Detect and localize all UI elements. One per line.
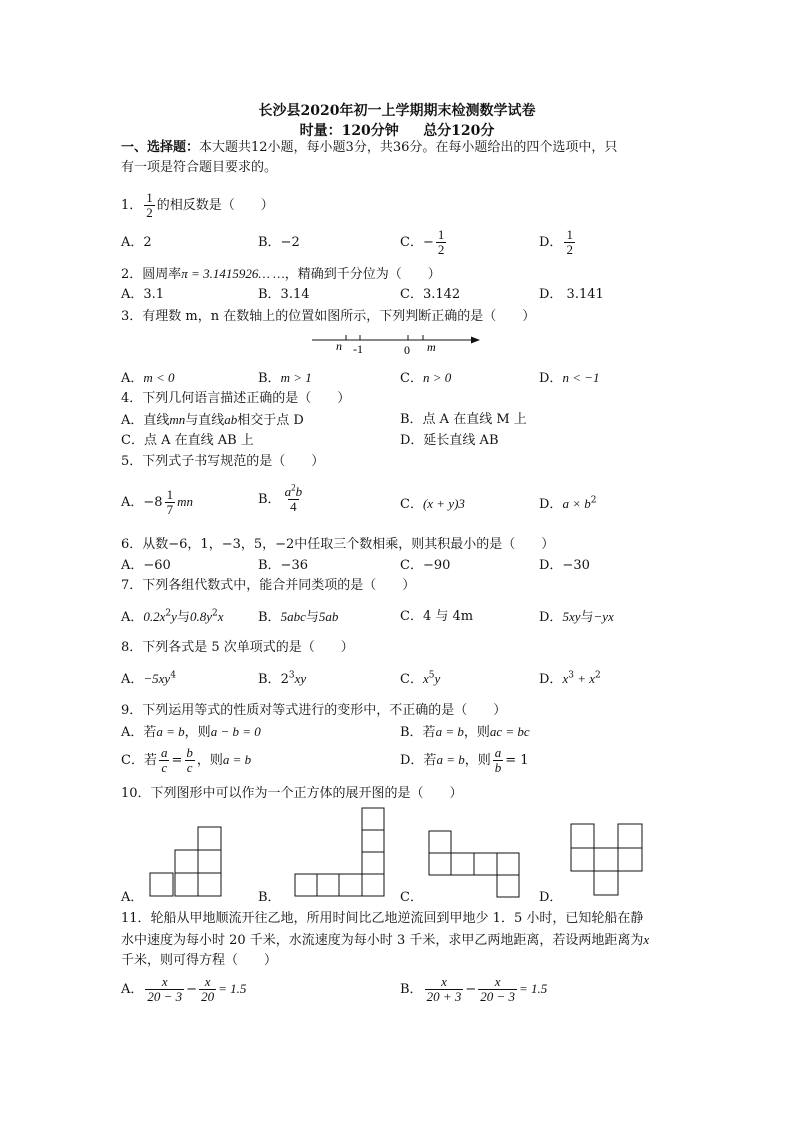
section-intro-line2: 有一项是符合题目要求的。 [121,160,278,175]
q5-option-a: A．−8 $\frac{1}{7}$ mn [121,487,193,517]
question-11-line1: 11．轮船从甲地顺流开往乙地，所用时间比乙地逆流回到甲地少 1．5 小时，已知轮船在静 [121,911,644,926]
arrowhead-icon [471,337,480,344]
q10-option-c: C． [400,890,423,905]
q2-option-c: C．3.142 [400,287,461,302]
fraction: $\frac{x}{20}$ [201,974,215,1004]
q4-option-d: D．延长直线 AB [400,433,499,448]
question-1-stem: 1． $\frac{1}{2}$ 的相反数是（ ） [121,190,274,220]
q6-option-c: C．−90 [400,558,451,573]
exam-title: 长沙县2020年初一上学期期末检测数学试卷 [258,103,536,119]
q4-option-b: B．点 A 在直线 M 上 [400,412,527,427]
q1-option-b: B．−2 [258,235,300,250]
q8-option-c: C．$x^5y$ [400,670,441,687]
fraction: $\frac{1}{2}$ [146,190,153,220]
fraction: $\frac{x}{20 - 3}$ [480,974,516,1004]
section-heading: 一、选择题： [121,140,200,155]
q6-option-a: A．−60 [121,558,171,573]
q7-option-b: B．5abc与5ab [258,609,339,625]
fraction: $\frac{1}{2}$ [437,227,445,257]
q8-option-b: B．$2^3xy$ [258,670,307,687]
q11-option-a: A． $\frac{x}{20 - 3}$ − $\frac{x}{20}$ = 1.5 [121,974,247,1004]
q4-option-c: C．点 A 在直线 AB 上 [121,433,254,448]
exam-subtitle [0,120,794,140]
time-limit: 时量：120分钟 [299,123,399,139]
label-neg1: -1 [353,342,363,356]
q3-option-a: A．m < 0 [121,370,175,386]
fraction: $\frac{1}{7}$ [166,487,174,517]
q10-option-b: B． [258,890,281,905]
q9-option-d: D．若a = b，则 $\frac{a}{b}$ = 1 [400,745,529,775]
question-8-stem: 8．下列各式是 5 次单项式的是（ ） [121,640,354,655]
q9-option-c: C．若 $\frac{a}{c}$ = $\frac{b}{c}$ ，则a = b [121,745,252,775]
cube-net-b [295,808,385,898]
q1-option-d: D． $\frac{1}{2}$ [539,227,573,257]
q3-option-c: C．n > 0 [400,370,452,386]
q4-option-a: A．直线mn与直线ab相交于点 D [121,412,304,428]
q10-option-a: A． [121,890,144,905]
q8-option-d: D．$x^3 + x^2$ [539,670,601,687]
fraction: $\frac{x}{20 + 3}$ [426,974,462,1004]
q5-option-b: B． $\frac{a^2b}{4}$ [258,482,303,514]
q1-option-a: A．2 [121,235,152,250]
q2-option-d: D． 3.141 [539,287,604,302]
fraction: $\frac{1}{2}$ [566,227,573,257]
question-9-stem: 9．下列运用等式的性质对等式进行的变形中，不正确的是（ ） [121,703,507,718]
question-5-stem: 5．下列式子书写规范的是（ ） [121,454,325,469]
q3-option-d: D．n < −1 [539,370,600,386]
cube-net-a [150,827,222,897]
fraction: $\frac{b}{c}$ [186,745,193,775]
total-score: 总分120分 [423,123,495,139]
q9-option-b: B．若a = b，则ac = bc [400,724,530,740]
question-7-stem: 7．下列各组代数式中，能合并同类项的是（ ） [121,578,416,593]
question-11-line3: 千米，则可得方程（ ） [121,953,278,968]
fraction: $\frac{a^2b}{4}$ [284,482,303,514]
question-3-stem: 3．有理数 m，n 在数轴上的位置如图所示，下列判断正确的是（ ） [121,309,536,324]
q11-option-b: B． $\frac{x}{20 + 3}$ − $\frac{x}{20 - 3}$ = 1.5 [400,974,548,1004]
label-zero: 0 [404,343,410,357]
q2-option-a: A．3.1 [121,287,165,302]
q5-option-d: D．$a \times b^2$ [539,495,597,512]
fraction: $\frac{x}{20 - 3}$ [147,974,183,1004]
fraction: $\frac{a}{c}$ [160,745,168,775]
question-4-stem: 4．下列几何语言描述正确的是（ ） [121,391,351,406]
q9-option-a: A．若a = b，则a − b = 0 [121,724,261,740]
q6-option-b: B．−36 [258,558,308,573]
section-intro-line1: 一、选择题：本大题共12小题，每小题3分，共36分。在每小题给出的四个选项中，只 [121,140,618,155]
q1-option-c: C．− $\frac{1}{2}$ [400,227,445,257]
q7-option-c: C．4 与 4m [400,609,474,624]
question-10-stem: 10．下列图形中可以作为一个正方体的展开图的是（ ） [121,786,463,801]
label-m: m [427,340,436,354]
q6-option-d: D．−30 [539,558,590,573]
label-n: n [336,339,342,353]
number-line-figure [310,330,490,360]
fraction: $\frac{a}{b}$ [494,745,502,775]
cube-net-c [429,831,521,899]
q10-option-d: D． [539,890,563,905]
cube-net-d [571,824,643,896]
q3-option-b: B．m > 1 [258,370,312,386]
question-11-line2: 水中速度为每小时 20 千米，水流速度为每小时 3 千米，求甲乙两地距离，若设两地距离为x [121,932,650,948]
q7-option-d: D．5xy与−yx [539,609,614,625]
question-2-stem: 2．圆周率π = 3.1415926… …，精确到千分位为（ ） [121,266,441,282]
q5-option-c: C．(x + y)3 [400,496,465,512]
q2-option-b: B．3.14 [258,287,310,302]
question-6-stem: 6．从数−6，1，−3，5，−2中任取三个数相乘，则其积最小的是（ ） [121,537,555,552]
q7-option-a: A．$0.2x^2y$与$0.8y^2x$ [121,608,224,625]
q8-option-a: A．$-5xy^4$ [121,670,176,687]
